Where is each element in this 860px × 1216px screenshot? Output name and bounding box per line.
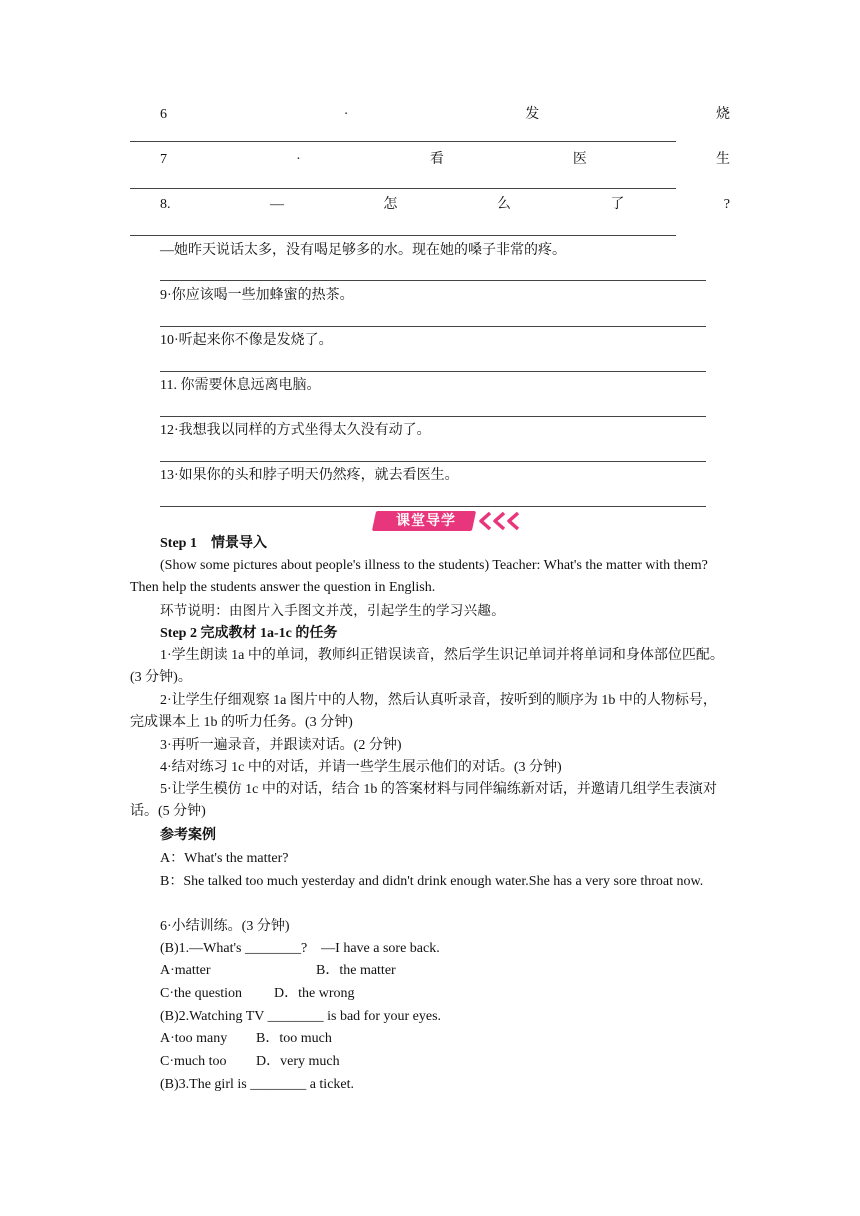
quiz-option: C·much too	[160, 1054, 227, 1069]
banner-label: 课堂导学	[396, 513, 456, 529]
vocab-number: 8.	[160, 197, 171, 212]
summary-item: 6·小结训练。(3 分钟)	[160, 919, 290, 934]
quiz-options	[160, 1051, 730, 1073]
step1-heading: Step 1 情景导入	[160, 536, 267, 551]
quiz-options	[160, 983, 730, 1005]
quiz-options	[160, 960, 730, 982]
dialog-line-b: B：She talked too much yesterday and didn't drink enough water.She has a very sore throat now.	[160, 874, 704, 889]
vocab-char: —	[269, 197, 284, 212]
quiz-option: A·matter	[160, 963, 211, 978]
vocab-dot: ·	[343, 107, 349, 122]
vocab-char: 医	[572, 152, 587, 167]
vocab-char: 怎	[383, 197, 398, 212]
section-banner	[368, 510, 528, 532]
quiz-option: B．too much	[256, 1031, 332, 1046]
quiz-options	[160, 1028, 730, 1050]
translation-item: 11. 你需要休息远离电脑。	[160, 378, 321, 393]
translation-item: 13·如果你的头和脖子明天仍然疼，就去看医生。	[160, 468, 459, 483]
step1-paragraph: (Show some pictures about people's illness to the students) Teacher: What's the matter with them? Then help the students answer the question in English.	[130, 558, 708, 595]
vocab-number: 6	[160, 107, 167, 122]
quiz-stem: (B)2.Watching TV ________ is bad for your eyes.	[160, 1009, 442, 1024]
vocab-row-8	[160, 194, 730, 216]
translation-item: 10·听起来你不像是发烧了。	[160, 333, 333, 348]
quiz-stem: (B)1.—What's ________? —I have a sore back.	[160, 941, 440, 956]
answer-line	[160, 280, 706, 281]
vocab-char: 发	[525, 107, 540, 122]
answer-line	[160, 326, 706, 327]
chevron-left-icon	[476, 511, 524, 531]
vocab-row-6	[160, 104, 730, 126]
quiz-option: D．the wrong	[274, 986, 355, 1001]
answer-line	[160, 371, 706, 372]
quiz-option: A·too many	[160, 1031, 228, 1046]
answer-line	[130, 141, 676, 142]
step2-heading: Step 2 完成教材 1a-1c 的任务	[160, 626, 338, 641]
vocab-row-7	[160, 149, 730, 171]
quiz-option: D．very much	[256, 1054, 340, 1069]
answer-line	[130, 188, 676, 189]
answer-line	[160, 416, 706, 417]
vocab-char: 么	[496, 197, 511, 212]
answer-line	[130, 235, 676, 236]
vocab-char: 了	[610, 197, 625, 212]
vocab-char: 烧	[715, 107, 730, 122]
translation-item: 9·你应该喝一些加蜂蜜的热茶。	[160, 288, 354, 303]
example-heading: 参考案例	[160, 828, 216, 843]
answer-line	[160, 506, 706, 507]
step2-item: 1·学生朗读 1a 中的单词，教师纠正错误读音，然后学生识记单词并将单词和身体部位匹配。(3 分钟)。	[130, 648, 724, 685]
dialog-line-a: A：What's the matter?	[160, 851, 289, 866]
vocab-char: 生	[715, 152, 730, 167]
quiz-stem: (B)3.The girl is ________ a ticket.	[160, 1077, 355, 1092]
quiz-option: C·the question	[160, 986, 243, 1001]
translation-item: 12·我想我以同样的方式坐得太久没有动了。	[160, 423, 431, 438]
vocab-char: ?	[723, 197, 730, 212]
step2-item: 4·结对练习 1c 中的对话，并请一些学生展示他们的对话。(3 分钟)	[160, 760, 562, 775]
answer-line	[160, 461, 706, 462]
step2-item: 2·让学生仔细观察 1a 图片中的人物，然后认真听录音，按听到的顺序为 1b 中的人物标号，完成课本上 1b 的听力任务。(3 分钟)	[130, 693, 717, 730]
step2-item: 3·再听一遍录音，并跟读对话。(2 分钟)	[160, 738, 402, 753]
step2-item: 5·让学生模仿 1c 中的对话，结合 1b 的答案材料与同伴编练新对话，并邀请几组学生表演对话。(5 分钟)	[130, 782, 717, 819]
quiz-option: B．the matter	[316, 963, 396, 978]
step1-note: 环节说明：由图片入手图文并茂，引起学生的学习兴趣。	[160, 603, 505, 619]
vocab-char: 看	[429, 152, 444, 167]
vocab-dot: ·	[296, 152, 301, 167]
translation-item: —她昨天说话太多，没有喝足够多的水。现在她的嗓子非常的疼。	[160, 243, 566, 258]
vocab-number: 7	[160, 152, 167, 167]
